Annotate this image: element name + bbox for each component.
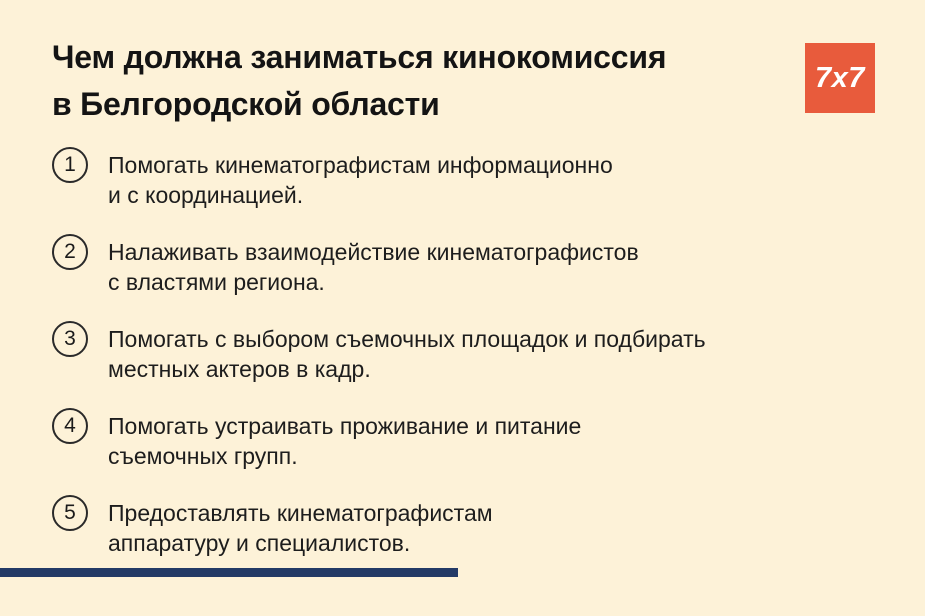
item-text-line-2: аппаратуру и специалистов. — [108, 530, 411, 556]
item-number-badge: 5 — [52, 495, 88, 531]
numbered-list — [52, 150, 706, 558]
item-text-line-2: местных актеров в кадр. — [108, 356, 371, 382]
item-number-badge: 4 — [52, 408, 88, 444]
brand-logo-text: 7x7 — [815, 61, 865, 94]
item-number-badge: 1 — [52, 147, 88, 183]
item-text-line-1: Налаживать взаимодействие кинематографистов — [108, 239, 639, 265]
item-number-badge: 2 — [52, 234, 88, 270]
list-item — [52, 237, 706, 297]
page-title-line-1: Чем должна заниматься кинокомиссия — [52, 39, 667, 75]
item-text-line-2: с властями региона. — [108, 269, 325, 295]
list-item — [52, 324, 706, 384]
page-title — [52, 34, 666, 128]
item-text-line-1: Предоставлять кинематографистам — [108, 500, 493, 526]
item-text-line-2: съемочных групп. — [108, 443, 298, 469]
item-text — [108, 411, 581, 471]
list-item — [52, 150, 706, 210]
item-text — [108, 324, 706, 384]
video-progress-bar — [0, 568, 458, 577]
list-item — [52, 498, 706, 558]
page-title-line-2: в Белгородской области — [52, 86, 440, 122]
item-text-line-2: и с координацией. — [108, 182, 304, 208]
item-text-line-1: Помогать кинематографистам информационно — [108, 152, 613, 178]
item-text-line-1: Помогать устраивать проживание и питание — [108, 413, 582, 439]
item-number-badge: 3 — [52, 321, 88, 357]
item-text — [108, 498, 493, 558]
item-text — [108, 150, 613, 210]
item-text — [108, 237, 639, 297]
brand-logo-7x7 — [805, 43, 875, 113]
list-item — [52, 411, 706, 471]
item-text-line-1: Помогать с выбором съемочных площадок и подбирать — [108, 326, 706, 352]
